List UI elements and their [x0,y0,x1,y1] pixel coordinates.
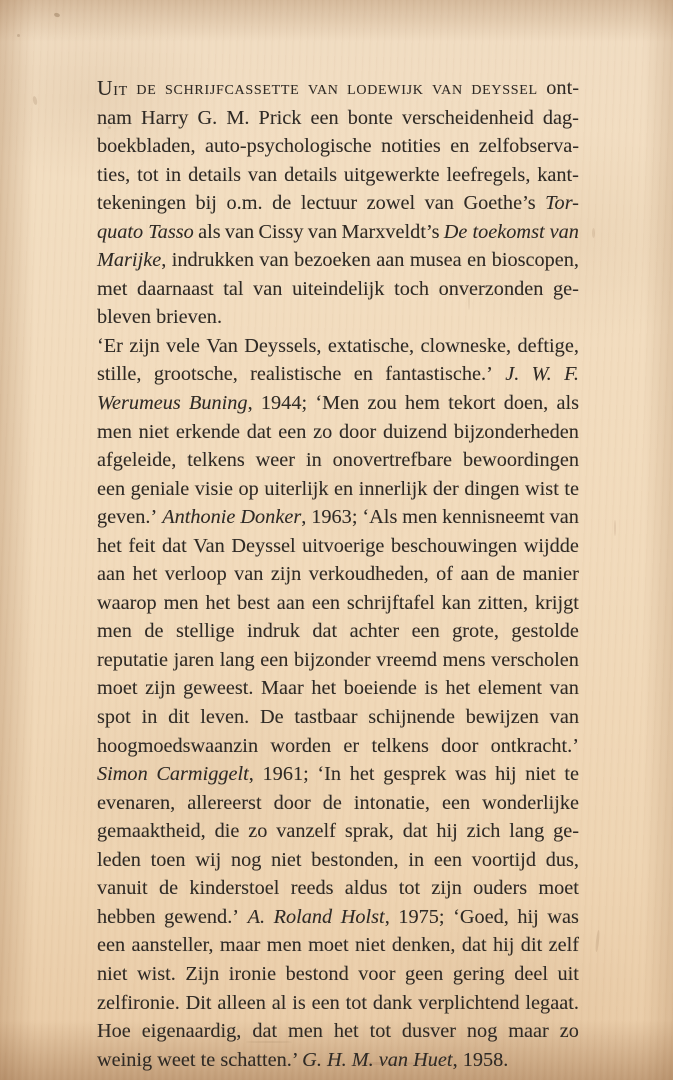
blurb-line: ‘Er zijn vele Van Deyssels, extatische, clowneske, deftige, [97,334,579,357]
blurb-paragraph-2 [97,332,579,1074]
blurb-line: nam Harry G. M. Prick een bonte verscheidenheid dag- [97,106,579,129]
blurb-line: hoogmoedswaanzin worden er telkens door ontkracht.’ [97,734,579,757]
blurb-line: Marijke, indrukken van bezoeken aan musea en bioscopen, [97,249,579,272]
blurb-line: tekeningen bij o.m. de lectuur zowel van Goethe’s Tor- [97,192,579,215]
blurb-line: ties, tot in details van details uitgewerkte leefregels, kant- [97,163,579,186]
paper-speck [595,930,600,952]
paper-speck [614,520,616,536]
blurb-line: stille, grootsche, realistische en fantastische.’ J. W. F. [97,363,579,386]
blurb-line: aan het verloop van zijn verkoudheden, of aan de manier [97,563,579,586]
blurb-line: hebben gewend.’ A. Roland Holst, 1975; ‘Goed, hij was [97,905,579,928]
blurb-line: een geniale visie op uiterlijk en innerlijk der dingen wist te [97,477,579,500]
blurb-line: Hoe eigenaardig, dat men het tot dusver nog maar zo [97,1020,579,1043]
blurb-line: het feit dat Van Deyssel uitvoerige beschouwingen wijdde [97,534,579,557]
blurb-line: men de stellige indruk dat achter een grote, gestolde [97,620,579,643]
blurb-line: niet wist. Zijn ironie bestond voor geen gering deel uit [97,962,579,985]
blurb-line: zelfironie. Dit alleen al is een tot dank verplichtend legaat. [97,991,579,1014]
blurb-line: reputatie jaren lang een bijzonder vreemd mens verscholen [97,648,579,671]
blurb-line: afgeleide, telkens weer in onovertrefbare bewoordingen [97,449,579,472]
blurb-line: bleven brieven. [97,306,223,329]
paper-speck [592,228,595,238]
blurb-line: moet zijn geweest. Maar het boeiende is het element van [97,677,579,700]
blurb-paragraph-1 [97,74,579,332]
paper-speck [32,96,38,106]
blurb-line: gemaaktheid, die zo vanzelf sprak, dat hij zich lang ge- [97,820,579,843]
blurb-line: een aansteller, maar men moet niet denken, dat hij dit zelf [97,934,579,957]
blurb-line: boekbladen, auto-psychologische notities en zelfobserva- [97,135,579,158]
blurb-line: men niet erkende dat een zo door duizend bijzonderheden [97,420,579,443]
blurb-line: spot in dit leven. De tastbaar schijnende bewijzen van [97,706,579,729]
blurb-line: vanuit de kinderstoel reeds aldus tot zijn ouders moet [97,877,579,900]
blurb-line: Simon Carmiggelt, 1961; ‘In het gesprek was hij niet te [97,763,579,786]
blurb-line: Uit de schrijfcassette van lodewijk van deyssel ont- [97,76,579,100]
blurb-line: quato Tasso als van Cissy van Marxveldt’s De toekomst van [97,220,579,243]
blurb-text-block [97,74,579,1074]
blurb-line: Werumeus Buning, 1944; ‘Men zou hem tekort doen, als [97,392,579,415]
paper-speck [54,12,61,18]
blurb-line: geven.’ Anthonie Donker, 1963; ‘Als men kennisneemt van [97,506,579,529]
blurb-line: weinig weet te schatten.’ G. H. M. van Huet, 1958. [97,1048,509,1071]
paper-speck [17,34,20,37]
blurb-line: waarop men het best aan een schrijftafel kan zitten, krijgt [97,591,579,614]
blurb-line: leden toen wij nog niet bestonden, in een voortijd dus, [97,848,579,871]
blurb-line: evenaren, allereerst door de intonatie, een wonderlijke [97,791,579,814]
blurb-line: met daarnaast tal van uiteindelijk toch onverzonden ge- [97,277,579,300]
